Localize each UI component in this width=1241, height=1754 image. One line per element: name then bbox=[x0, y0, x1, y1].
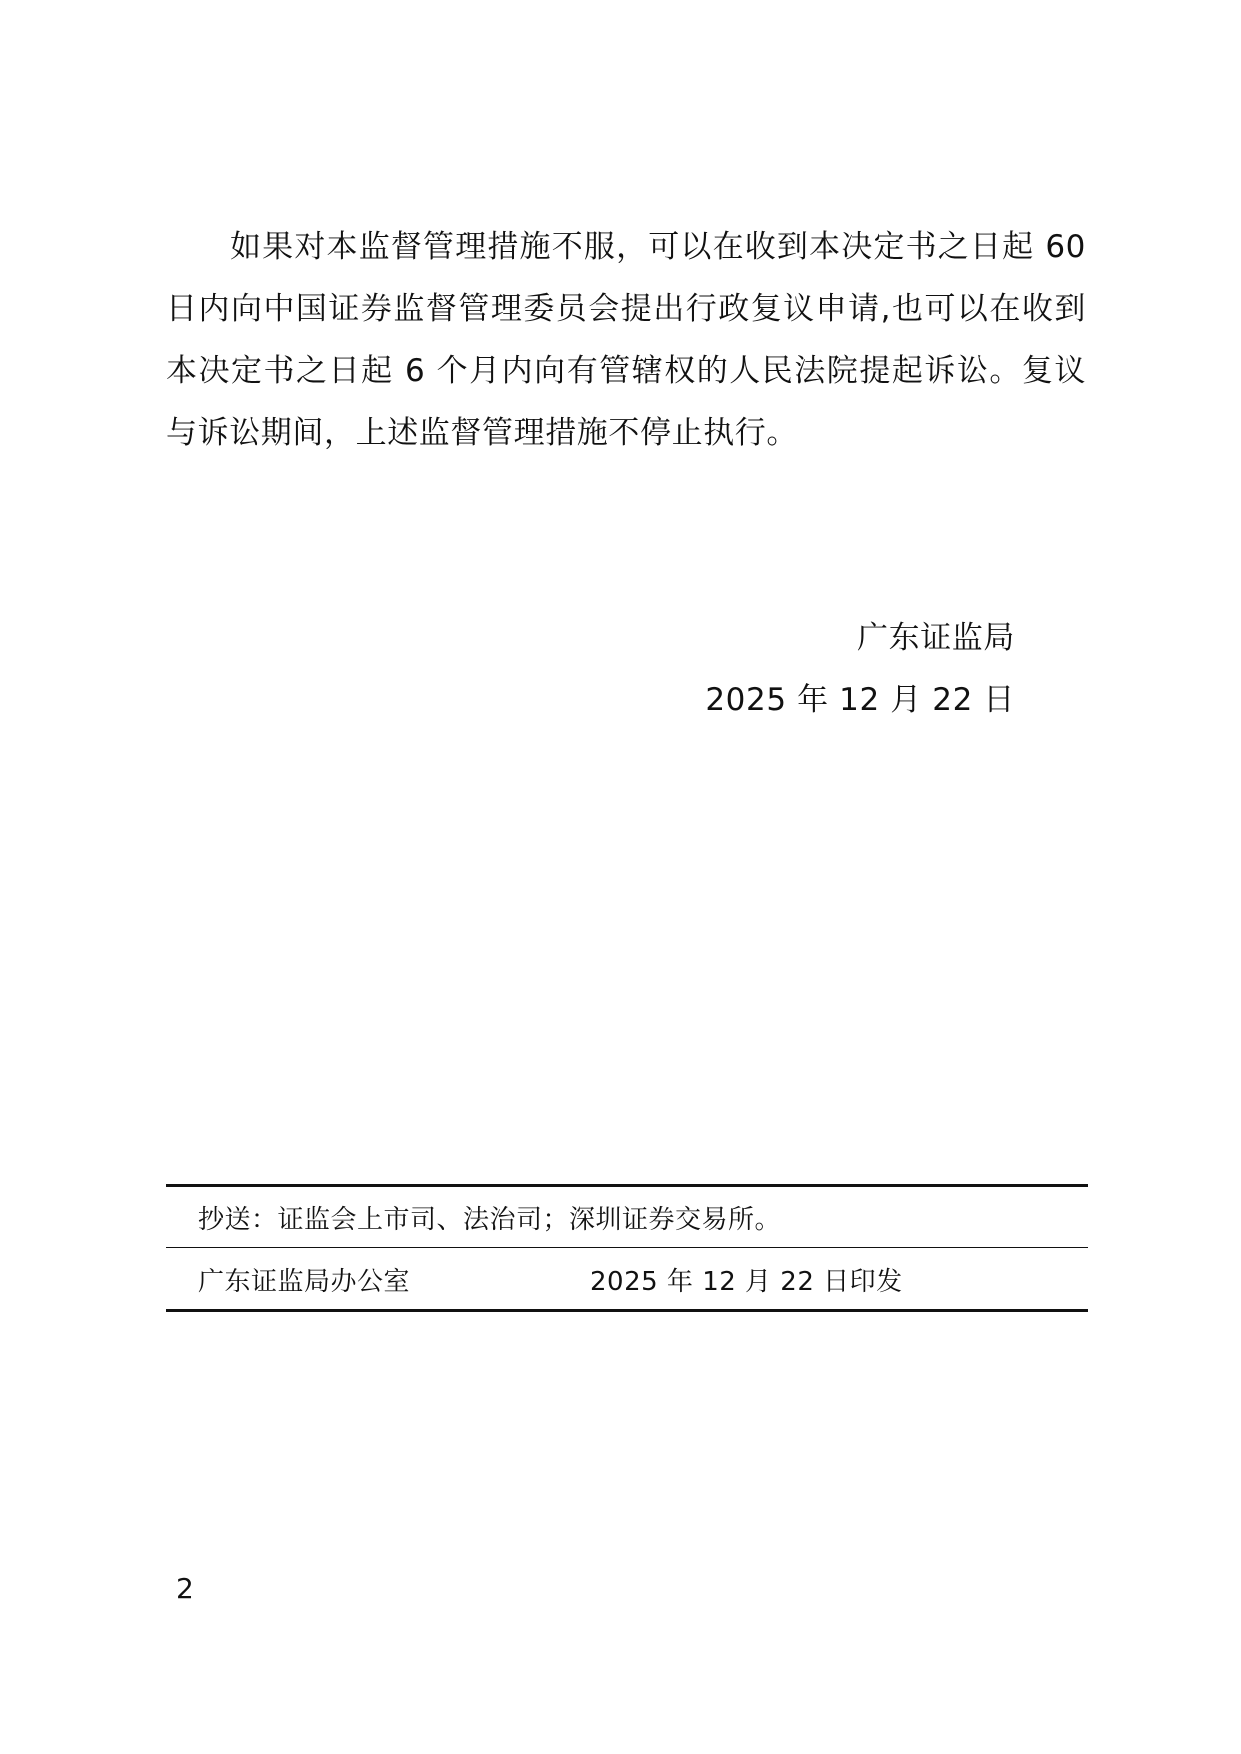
footer-middle-rule bbox=[166, 1247, 1088, 1248]
signature-org: 广东证监局 bbox=[857, 620, 1015, 656]
footer-top-rule bbox=[166, 1184, 1088, 1187]
issue-date: 2025 年 12 月 22 日印发 bbox=[590, 1267, 903, 1297]
body-paragraph: 如果对本监督管理措施不服，可以在收到本决定书之日起 60 日内向中国证券监督管理委员会提出行政复议申请,也可以在收到本决定书之日起 6 个月内向有管辖权的人民法院提起诉讼。复议与诉讼期间，上述监督管理措施不停止执行。 bbox=[166, 229, 1086, 451]
page-number: 2 bbox=[176, 1572, 194, 1605]
issuing-office: 广东证监局办公室 bbox=[198, 1267, 411, 1297]
cc-recipients: 抄送：证监会上市司、法治司；深圳证券交易所。 bbox=[198, 1205, 782, 1235]
signature-date: 2025 年 12 月 22 日 bbox=[705, 682, 1015, 718]
footer-bottom-rule bbox=[166, 1309, 1088, 1312]
